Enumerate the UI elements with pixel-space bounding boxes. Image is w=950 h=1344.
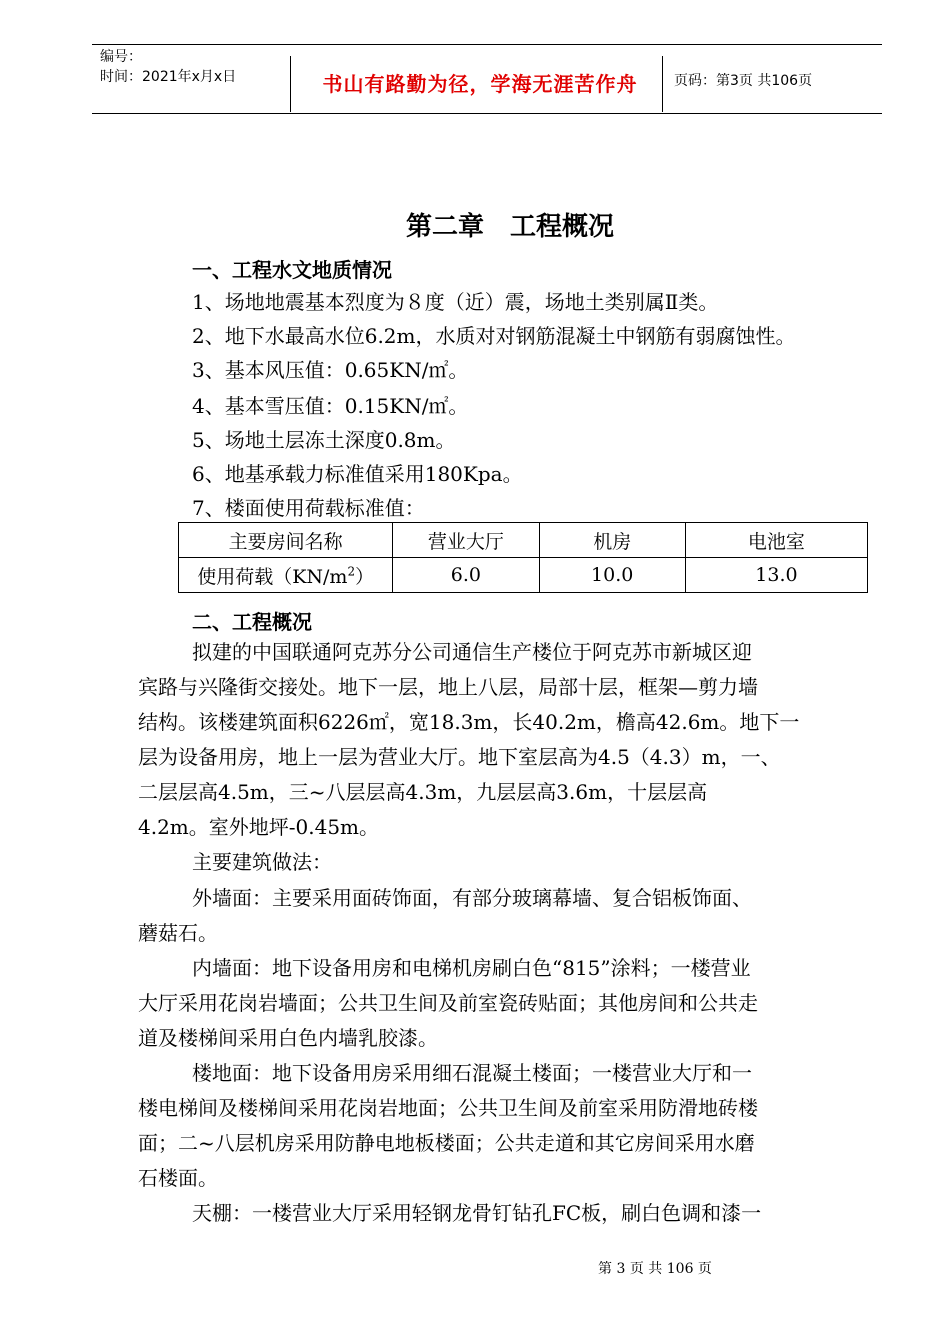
paragraph-line: 宾路与兴隆街交接处。地下一层，地上八层，局部十层，框架—剪力墙 — [138, 675, 758, 699]
table-cell: 6.0 — [393, 558, 539, 593]
table-header-cell: 营业大厅 — [393, 523, 539, 558]
section1-item: 7、楼面使用荷载标准值： — [192, 496, 425, 520]
paragraph-line: 4.2m。室外地坪-0.45m。 — [138, 815, 380, 839]
paragraph-line: 楼地面：地下设备用房采用细石混凝土楼面；一楼营业大厅和一 — [192, 1061, 752, 1085]
table-row-label: 使用荷载$(KN/m^2)$ — [179, 558, 393, 593]
section1-item: 2、地下水最高水位6.2m，水质对对钢筋混凝土中钢筋有弱腐蚀性。 — [192, 324, 796, 348]
section1-item: 1、场地地震基本烈度为８度（近）震，场地土类别属Ⅱ类。 — [192, 290, 719, 314]
table-header-cell: 电池室 — [685, 523, 867, 558]
chapter-title: 第二章 工程概况 — [405, 212, 614, 242]
paragraph-line: 面；二~八层机房采用防静电地板楼面；公共走道和其它房间采用水磨 — [138, 1131, 755, 1155]
table-row — [179, 558, 868, 593]
page-info: 页码：第3页 共106页 — [674, 73, 813, 89]
section1-item: 6、地基承载力标准值采用180Kpa。 — [192, 462, 523, 486]
paragraph-line: 蘑菇石。 — [138, 921, 218, 945]
table-header-row — [179, 523, 868, 558]
table-cell: 10.0 — [539, 558, 685, 593]
paragraph-line: 拟建的中国联通阿克苏分公司通信生产楼位于阿克苏市新城区迎 — [192, 640, 752, 664]
serial-label: 编号： — [100, 49, 142, 65]
table-header-cell: 主要房间名称 — [179, 523, 393, 558]
paragraph-line: 天棚：一楼营业大厅采用轻钢龙骨钉钻孔FC板，刷白色调和漆一 — [192, 1201, 762, 1225]
paragraph-line: 大厅采用花岗岩墙面；公共卫生间及前室瓷砖贴面；其他房间和公共走 — [138, 991, 758, 1015]
header-divider-left — [290, 56, 291, 112]
section1-heading: 一、工程水文地质情况 — [192, 258, 392, 282]
header-bottom-rule — [92, 113, 882, 114]
paragraph-line: 内墙面：地下设备用房和电梯机房刷白色“815”涂料；一楼营业 — [192, 956, 751, 980]
paragraph-line: 石楼面。 — [138, 1166, 218, 1190]
paragraph-line: 楼电梯间及楼梯间采用花岗岩地面；公共卫生间及前室采用防滑地砖楼 — [138, 1096, 758, 1120]
paragraph-line: 外墙面：主要采用面砖饰面，有部分玻璃幕墙、复合铝板饰面、 — [192, 886, 752, 910]
paragraph-line: 结构。该楼建筑面积6226㎡，宽18.3m，长40.2m，檐高42.6m。地下一 — [138, 710, 800, 734]
section1-item: 5、场地土层冻土深度0.8m。 — [192, 428, 456, 452]
page-footer: 第 3 页 共 106 页 — [598, 1261, 712, 1277]
header-divider-right — [662, 56, 663, 112]
paragraph-line: 层为设备用房，地上一层为营业大厅。地下室层高为4.5（4.3）m，一、 — [138, 745, 781, 769]
paragraph-line: 道及楼梯间采用白色内墙乳胶漆。 — [138, 1026, 438, 1050]
time-label: 时间：2021年x月x日 — [100, 69, 237, 85]
section2-heading: 二、工程概况 — [192, 610, 312, 634]
section1-item: 4、基本雪压值：0.15KN/㎡。 — [192, 394, 469, 418]
header-top-rule — [92, 44, 882, 45]
load-table — [178, 522, 868, 593]
paragraph-line: 主要建筑做法： — [192, 850, 332, 874]
section1-item: 3、基本风压值：0.65KN/㎡。 — [192, 358, 469, 382]
paragraph-line: 二层层高4.5m，三~八层层高4.3m，九层层高3.6m，十层层高 — [138, 780, 708, 804]
header-motto: 书山有路勤为径，学海无涯苦作舟 — [322, 72, 638, 96]
table-header-cell: 机房 — [539, 523, 685, 558]
table-cell: 13.0 — [685, 558, 867, 593]
